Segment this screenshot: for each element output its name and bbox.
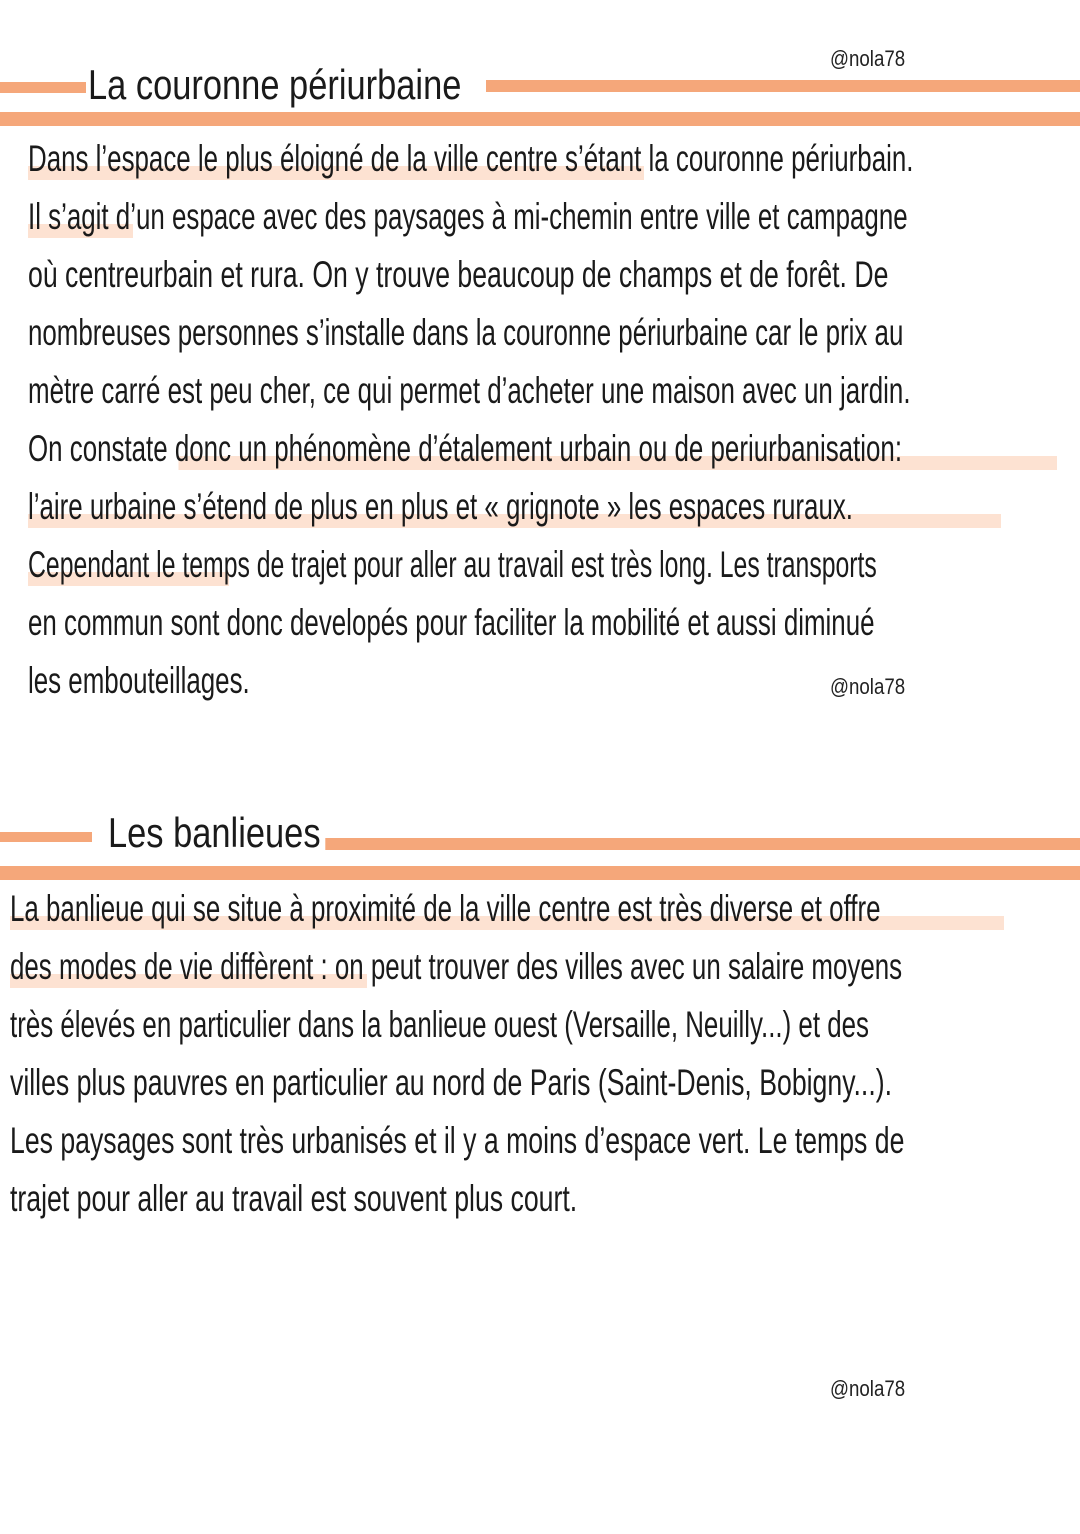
watermark-middle: @nola78 — [830, 674, 906, 699]
text-line: des modes de vie diffèrent : on peut trouver des villes avec un salaire moyens — [10, 946, 903, 987]
heading-bar-full-2 — [0, 866, 1080, 880]
section-title-couronne: La couronne périurbaine — [88, 60, 466, 110]
text-line: Les paysages sont très urbanisés et il y a moins d’espace vert. Le temps de — [10, 1120, 905, 1161]
watermark-top: @nola78 — [830, 46, 906, 71]
text-line: villes plus pauvres en particulier au nord de Paris (Saint-Denis, Bobigny...). — [10, 1062, 893, 1103]
heading-bar-full-1 — [0, 112, 1080, 126]
section-title-banlieues: Les banlieues — [108, 808, 325, 858]
text-line: Dans l’espace le plus éloigné de la ville centre s’étant la couronne périurbain. — [28, 138, 914, 179]
text-line: nombreuses personnes s’installe dans la couronne périurbaine car le prix au — [28, 312, 904, 353]
text-line: La banlieue qui se situe à proximité de la ville centre est très diverse et offre — [10, 880, 881, 938]
watermark-bottom: @nola78 — [830, 1376, 906, 1401]
text-line: l’aire urbaine s’étend de plus en plus et « grignote » les espaces ruraux. — [28, 478, 853, 536]
heading-bar-left-1 — [0, 82, 86, 93]
text-line: les embouteillages. — [28, 660, 250, 701]
paragraph-couronne — [28, 130, 1068, 710]
text-line: en commun sont donc developés pour faciliter la mobilité et aussi diminué — [28, 602, 875, 643]
text-line: On constate donc un phénomène d’étalement urbain ou de periurbanisation: — [28, 420, 902, 478]
heading-bar-left-2 — [0, 832, 92, 842]
text-line: Il s’agit d’un espace avec des paysages à mi-chemin entre ville et campagne — [28, 196, 908, 237]
paragraph-banlieues — [10, 880, 1070, 1230]
text-line: Cependant le temps de trajet pour aller au travail est très long. Les transports — [28, 544, 877, 585]
heading-bar-right-1 — [486, 80, 1080, 92]
text-line: mètre carré est peu cher, ce qui permet d’acheter une maison avec un jardin. — [28, 370, 911, 411]
text-line: très élevés en particulier dans la banlieue ouest (Versaille, Neuilly...) et des — [10, 1004, 869, 1045]
text-line: où centreurbain et rura. On y trouve beaucoup de champs et de forêt. De — [28, 254, 889, 295]
text-line: trajet pour aller au travail est souvent plus court. — [10, 1178, 578, 1219]
heading-bar-right-2 — [324, 838, 1080, 850]
